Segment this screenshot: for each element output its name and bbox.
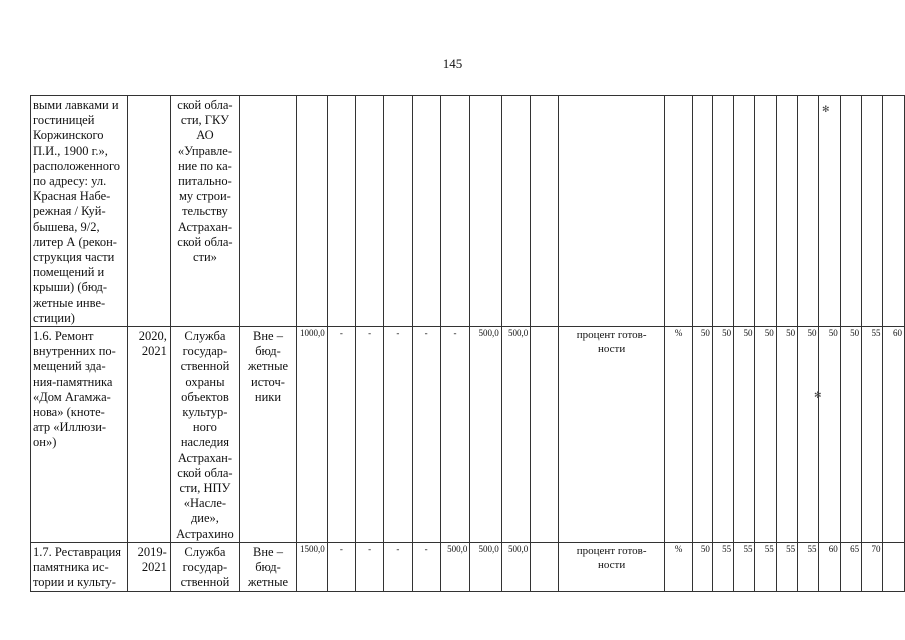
funding-value-cell xyxy=(470,96,501,327)
text-line: внутренних по- xyxy=(33,344,116,359)
text-line: тельству xyxy=(182,204,228,219)
text-line: охраны xyxy=(185,374,225,389)
text-line: сти, НПУ xyxy=(179,481,231,496)
text-line: тории и культу- xyxy=(33,575,116,590)
text-line: Астрахино xyxy=(176,526,234,541)
text-line: жетные xyxy=(247,575,289,590)
target-value-cell xyxy=(798,96,819,327)
text-line: ности xyxy=(598,558,626,571)
text-line: государ- xyxy=(182,560,228,575)
funding-value-cell: 500,0 xyxy=(501,327,531,543)
text-line: литер А (рекон- xyxy=(33,234,117,249)
text-line: он») xyxy=(33,435,57,450)
program-table xyxy=(30,95,905,592)
funding-value-cell: - xyxy=(355,542,383,591)
text-line: 2019- xyxy=(137,544,167,559)
text-line: Астрахан- xyxy=(177,450,233,465)
target-value-cell: 50 xyxy=(755,327,776,543)
activity-name-cell xyxy=(31,96,128,327)
text-line: источ- xyxy=(251,374,285,389)
text-line: ние по ка- xyxy=(178,158,232,173)
funding-value-cell: - xyxy=(384,542,412,591)
text-line: по адресу: ул. xyxy=(33,174,107,189)
text-line: Служба xyxy=(184,544,226,559)
text-line: питально- xyxy=(178,174,232,189)
text-line: ской обла- xyxy=(177,465,233,480)
text-line: Коржинского xyxy=(33,128,104,143)
target-value-cell: 50 xyxy=(798,327,819,543)
funding-value-cell: - xyxy=(384,327,412,543)
text-line: ской обла- xyxy=(177,98,233,112)
text-line: Служба xyxy=(184,329,226,344)
text-line: дие», xyxy=(190,511,219,526)
indicator-cell xyxy=(559,96,664,327)
page-number: 145 xyxy=(442,56,463,71)
funding-value-cell xyxy=(501,96,531,327)
target-value-cell xyxy=(776,96,797,327)
funding-value-cell xyxy=(531,327,559,543)
text-line: гостиницей xyxy=(33,113,95,128)
activity-name-cell xyxy=(31,327,128,543)
target-value-cell: 55 xyxy=(755,542,776,591)
scan-mark: ✻ xyxy=(822,104,830,114)
target-value-cell: 50 xyxy=(693,327,712,543)
text-line: Вне – xyxy=(253,329,283,344)
funding-value-cell: 500,0 xyxy=(470,327,501,543)
target-value-cell xyxy=(712,96,733,327)
funding-value-cell: 500,0 xyxy=(470,542,501,591)
text-line: сти» xyxy=(192,250,217,265)
text-line: нова» (кноте- xyxy=(33,405,105,420)
target-value-cell: 70 xyxy=(862,542,883,591)
target-value-cell xyxy=(755,96,776,327)
target-value-cell xyxy=(693,96,712,327)
table-row xyxy=(31,542,905,591)
text-line: «Дом Агамжа- xyxy=(33,389,111,404)
funding-value-cell: 500,0 xyxy=(440,542,470,591)
text-line: 1.7. Реставрация xyxy=(33,544,122,559)
text-line: крыши) (бюд- xyxy=(33,280,108,295)
text-line: режная / Куй- xyxy=(33,204,106,219)
funding-value-cell xyxy=(440,96,470,327)
table-row xyxy=(31,96,905,327)
funding-value-cell: - xyxy=(355,327,383,543)
text-line: жетные инве- xyxy=(33,295,106,310)
funding-value-cell xyxy=(384,96,412,327)
funding-source-cell xyxy=(240,327,297,543)
text-line: 2020, xyxy=(138,329,167,344)
text-line: стиции) xyxy=(33,310,75,325)
funding-value-cell: 1000,0 xyxy=(296,327,327,543)
target-value-cell xyxy=(883,96,905,327)
funding-value-cell xyxy=(327,96,355,327)
funding-value-cell: - xyxy=(412,542,440,591)
text-line: наследия xyxy=(180,435,230,450)
table-row xyxy=(31,327,905,543)
text-line: ного xyxy=(192,420,217,435)
text-line: сти, ГКУ xyxy=(180,113,229,128)
target-value-cell xyxy=(883,542,905,591)
text-line: памятника ис- xyxy=(33,560,109,575)
target-value-cell: 50 xyxy=(776,327,797,543)
text-line: помещений и xyxy=(33,265,105,280)
funding-value-cell xyxy=(531,542,559,591)
text-line: ственной xyxy=(180,575,230,590)
text-line: культур- xyxy=(182,405,228,420)
text-line: Астрахан- xyxy=(177,219,233,234)
funding-value-cell: - xyxy=(440,327,470,543)
years-cell xyxy=(128,96,170,327)
text-line: ской обла- xyxy=(177,234,233,249)
text-line: расположенного xyxy=(33,158,121,173)
indicator-cell xyxy=(559,542,664,591)
target-value-cell: 55 xyxy=(776,542,797,591)
target-value-cell: 50 xyxy=(712,327,733,543)
text-line: ственной xyxy=(180,359,230,374)
text-line: государ- xyxy=(182,344,228,359)
text-line: ности xyxy=(598,343,626,356)
funding-value-cell xyxy=(531,96,559,327)
unit-cell: % xyxy=(664,542,693,591)
target-value-cell: 55 xyxy=(734,542,755,591)
text-line: Красная Набе- xyxy=(33,189,111,204)
target-value-cell xyxy=(840,96,861,327)
target-value-cell: 55 xyxy=(712,542,733,591)
text-line: «Управле- xyxy=(177,143,233,158)
target-value-cell: 50 xyxy=(819,327,840,543)
text-line: выми лавками и xyxy=(33,98,119,112)
text-line: бюд- xyxy=(255,560,281,575)
unit-cell: % xyxy=(664,327,693,543)
text-line: 1.6. Ремонт xyxy=(33,329,94,344)
text-line: бышева, 9/2, xyxy=(33,219,100,234)
text-line: мещений зда- xyxy=(33,359,106,374)
funding-value-cell xyxy=(355,96,383,327)
executor-cell xyxy=(170,96,239,327)
target-value-cell: 55 xyxy=(798,542,819,591)
text-line: объектов xyxy=(181,389,229,404)
target-value-cell: 60 xyxy=(819,542,840,591)
text-line: 2021 xyxy=(141,344,167,359)
text-line: ния-памятника xyxy=(33,374,113,389)
text-line: процент готов- xyxy=(576,329,647,342)
text-line: П.И., 1900 г.», xyxy=(33,143,108,158)
target-value-cell xyxy=(734,96,755,327)
text-line: процент готов- xyxy=(576,544,647,557)
text-line: АО xyxy=(196,128,214,143)
text-line: Вне – xyxy=(253,544,283,559)
unit-cell xyxy=(664,96,693,327)
funding-value-cell: - xyxy=(412,327,440,543)
text-line: 2021 xyxy=(141,560,167,575)
text-line: атр «Иллюзи- xyxy=(33,420,107,435)
text-line: «Насле- xyxy=(183,496,227,511)
table-body xyxy=(31,96,905,592)
funding-source-cell xyxy=(240,542,297,591)
funding-value-cell: - xyxy=(327,542,355,591)
text-line: струкция части xyxy=(33,250,115,265)
target-value-cell: 55 xyxy=(862,327,883,543)
text-line: ники xyxy=(254,389,282,404)
funding-value-cell: - xyxy=(327,327,355,543)
indicator-cell xyxy=(559,327,664,543)
years-cell xyxy=(128,542,170,591)
executor-cell xyxy=(170,327,239,543)
target-value-cell: 60 xyxy=(883,327,905,543)
target-value-cell: 65 xyxy=(840,542,861,591)
text-line: бюд- xyxy=(255,344,281,359)
activity-name-cell xyxy=(31,542,128,591)
scan-mark: ✻ xyxy=(814,390,822,400)
target-value-cell xyxy=(819,96,840,327)
funding-source-cell xyxy=(240,96,297,327)
funding-value-cell: 500,0 xyxy=(501,542,531,591)
target-value-cell xyxy=(862,96,883,327)
funding-value-cell xyxy=(296,96,327,327)
target-value-cell: 50 xyxy=(693,542,712,591)
funding-value-cell xyxy=(412,96,440,327)
target-value-cell: 50 xyxy=(734,327,755,543)
years-cell xyxy=(128,327,170,543)
text-line: жетные xyxy=(247,359,289,374)
target-value-cell: 50 xyxy=(840,327,861,543)
text-line: му строи- xyxy=(179,189,231,204)
funding-value-cell: 1500,0 xyxy=(296,542,327,591)
executor-cell xyxy=(170,542,239,591)
